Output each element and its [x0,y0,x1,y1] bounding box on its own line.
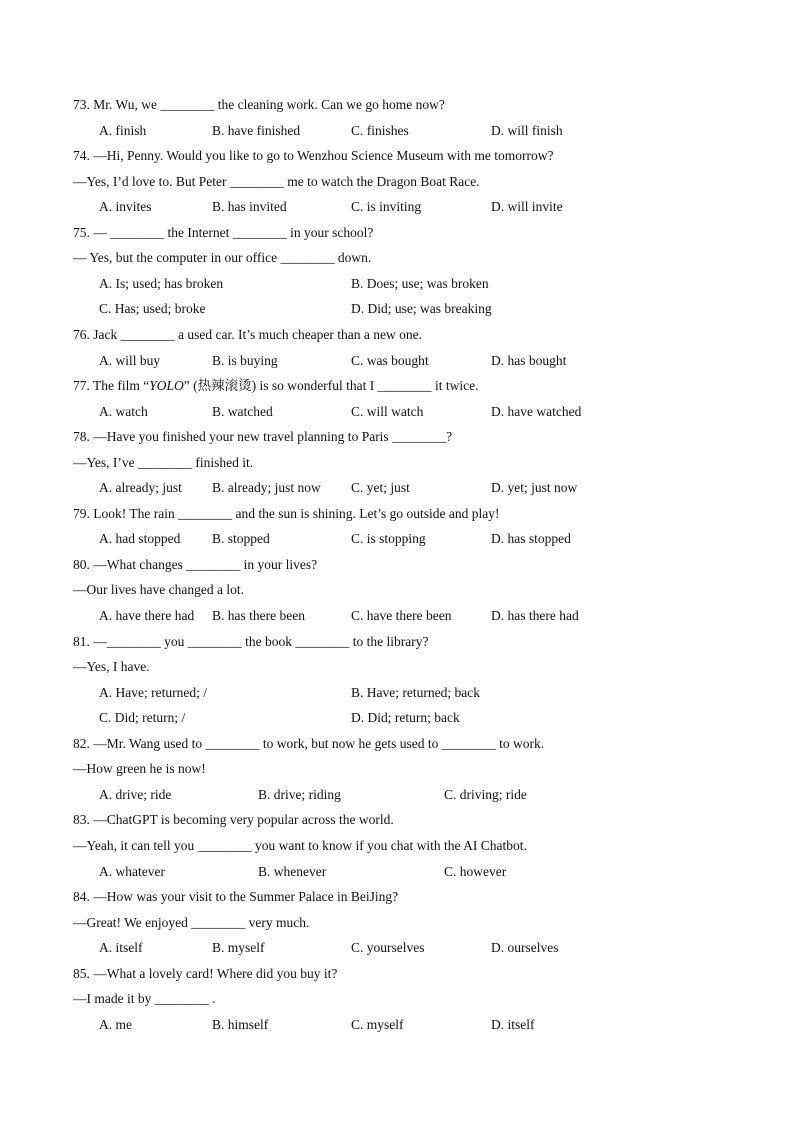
stem-text: —Mr. Wang used to ________ to work, but now he gets used to ________ to work. [93,735,545,751]
question-84-stem-line [0,888,800,906]
option-letter: D. [491,352,508,368]
option-letter: C. [351,352,367,368]
option-a[interactable] [99,939,143,957]
option-c[interactable] [351,403,423,421]
option-text: already; just [115,480,182,496]
option-text: Did; return; back [367,710,460,726]
question-76-stem-line [0,326,800,344]
question-number: 82. [73,735,94,751]
option-letter: B. [258,786,274,802]
option-text: will watch [366,403,424,419]
option-letter: B. [212,352,228,368]
option-d[interactable] [351,709,460,727]
dialogue-text: —Yes, I’d love to. But Peter ________ me to watch the Dragon Boat Race. [73,173,480,189]
question-number: 78. [73,429,94,445]
question-75-stem-line [0,224,800,242]
option-text: watched [227,403,273,419]
option-a[interactable] [99,352,160,370]
option-text: ourselves [507,940,559,956]
question-82-options-line [0,786,800,804]
stem-text: —ChatGPT is becoming very popular across the world. [93,812,394,828]
option-letter: C. [444,863,460,879]
option-letter: D. [491,1016,508,1032]
question-81-stem-line [0,633,800,651]
question-number: 77. [73,378,94,394]
option-d[interactable] [491,479,577,497]
question-81-options-line [0,709,800,727]
question-78-dialogue-line [0,454,800,472]
question-77-stem-line [0,377,800,395]
option-letter: C. [351,531,367,547]
option-letter: C. [351,403,367,419]
option-c[interactable] [99,709,185,727]
question-82-dialogue-line [0,760,800,778]
question-stem [73,735,544,753]
option-text: is inviting [366,199,422,215]
option-text: have watched [507,403,582,419]
option-d[interactable] [491,198,563,216]
option-text: himself [227,1016,269,1032]
option-letter: A. [99,684,116,700]
option-text: whenever [273,863,327,879]
option-text: drive; riding [273,786,341,802]
question-79-options-line [0,530,800,548]
question-stem [73,633,428,651]
option-letter: B. [212,122,228,138]
film-title: YOLO [149,378,184,394]
question-84-options-line [0,939,800,957]
option-text: already; just now [227,480,321,496]
question-82-stem-line [0,735,800,753]
option-text: will buy [115,352,161,368]
option-text: Have; returned; back [366,684,480,700]
option-text: Has; used; broke [114,301,206,317]
question-85-options-line [0,1016,800,1034]
stem-text: —What changes ________ in your lives? [93,556,318,572]
option-b[interactable] [258,786,341,804]
option-letter: D. [491,531,508,547]
question-74-options-line [0,198,800,216]
option-d[interactable] [491,122,563,140]
question-76-options-line [0,352,800,370]
option-letter: A. [99,940,116,956]
stem-text: Mr. Wu, we ________ the cleaning work. Can we go home now? [93,97,445,112]
option-letter: C. [351,1016,367,1032]
option-a[interactable] [99,275,223,293]
option-a[interactable] [99,684,207,702]
option-text: whatever [115,863,165,879]
option-c[interactable] [351,530,426,548]
stem-text: —What a lovely card! Where did you buy it? [93,965,338,981]
option-letter: C. [351,480,367,496]
question-75-dialogue-line [0,249,800,267]
option-b[interactable] [212,198,287,216]
option-c[interactable] [351,352,429,370]
question-number: 75. [73,224,94,240]
option-text: finish [115,122,147,138]
option-text: yet; just now [507,480,578,496]
option-letter: A. [99,531,116,547]
option-text: myself [227,940,265,956]
option-d[interactable] [491,1016,535,1034]
question-stem [73,96,445,114]
question-stem [73,147,554,165]
option-text: drive; ride [115,786,172,802]
option-text: had stopped [115,531,181,547]
question-number: 73. [73,97,94,112]
option-letter: D. [491,940,508,956]
dialogue-text: —Great! We enjoyed ________ very much. [73,914,310,930]
option-letter: C. [444,786,460,802]
option-text: Is; used; has broken [115,275,224,291]
option-c[interactable] [351,122,409,140]
question-73-options-line [0,122,800,140]
question-number: 76. [73,326,94,342]
option-b[interactable] [212,122,300,140]
option-letter: B. [258,863,274,879]
option-letter: A. [99,403,116,419]
option-letter: D. [351,710,368,726]
question-74-stem-line [0,147,800,165]
option-letter: B. [351,275,367,291]
option-letter: C. [351,940,367,956]
option-letter: C. [351,122,367,138]
question-74-dialogue-line [0,173,800,191]
option-letter: B. [212,531,228,547]
question-85-dialogue-line [0,990,800,1008]
question-number: 80. [73,556,94,572]
question-number: 74. [73,148,94,164]
option-text: myself [366,1016,404,1032]
question-stem [73,556,317,574]
option-c[interactable] [351,1016,404,1034]
option-letter: B. [212,1016,228,1032]
option-d[interactable] [491,530,571,548]
option-text: me [115,1016,132,1032]
dialogue-text: —How green he is now! [73,761,206,777]
option-d[interactable] [491,939,559,957]
option-b[interactable] [258,863,326,881]
option-c[interactable] [351,198,421,216]
option-letter: D. [491,199,508,215]
option-letter: B. [351,684,367,700]
option-text: will finish [507,122,563,138]
question-83-dialogue-line [0,837,800,855]
option-d[interactable] [351,300,492,318]
option-text: is buying [227,352,278,368]
option-letter: A. [99,1016,116,1032]
option-c[interactable] [351,479,410,497]
stem-text: Look! The rain ________ and the sun is shining. Let’s go outside and play! [93,505,500,521]
option-letter: C. [99,710,115,726]
question-number: 81. [73,633,94,649]
option-b[interactable] [212,939,265,957]
stem-text: — ________ the Internet ________ in your school? [93,224,374,240]
option-c[interactable] [351,607,451,625]
option-c[interactable] [444,863,506,881]
option-a[interactable] [99,479,182,497]
question-81-dialogue-line [0,658,800,676]
option-text: finishes [366,122,409,138]
question-75-options-line [0,300,800,318]
option-b[interactable] [351,275,489,293]
option-text: will invite [507,199,563,215]
question-stem [73,377,478,395]
question-80-options-line [0,607,800,625]
dialogue-text: — Yes, but the computer in our office ________ down. [73,250,372,266]
question-80-dialogue-line [0,581,800,599]
option-d[interactable] [491,403,581,421]
option-b[interactable] [212,1016,268,1034]
option-text: is stopping [366,531,426,547]
option-a[interactable] [99,403,148,421]
question-80-stem-line [0,556,800,574]
option-text: has there been [227,608,305,623]
option-text: itself [507,1016,535,1032]
dialogue-text: —Yeah, it can tell you ________ you want to know if you chat with the AI Chatbot. [73,837,527,853]
option-text: driving; ride [459,786,527,802]
option-d[interactable] [491,607,579,625]
question-stem [73,224,373,242]
stem-text: —Have you finished your new travel planning to Paris ________? [93,429,453,445]
dialogue-text: —I made it by ________ . [73,991,216,1007]
option-letter: A. [99,352,116,368]
option-b[interactable] [212,403,273,421]
option-text: yet; just [366,480,410,496]
option-text: invites [115,199,152,215]
option-letter: D. [491,480,508,496]
option-b[interactable] [212,352,278,370]
question-75-options-line [0,275,800,293]
stem-text: —Hi, Penny. Would you like to go to Wenzhou Science Museum with me tomorrow? [93,148,554,164]
option-text: itself [115,940,143,956]
option-a[interactable] [99,607,194,625]
dialogue-text: —Our lives have changed a lot. [73,582,244,598]
option-text: Did; use; was breaking [367,301,492,317]
option-letter: C. [351,608,367,623]
stem-text: ” (热辣滚烫) is so wonderful that I ________ it twice. [183,378,479,394]
option-a[interactable] [99,198,152,216]
option-b[interactable] [212,530,270,548]
dialogue-text: —Yes, I’ve ________ finished it. [73,454,254,470]
option-letter: A. [99,608,116,623]
option-text: Does; use; was broken [366,275,489,291]
option-a[interactable] [99,530,180,548]
option-letter: C. [351,199,367,215]
stem-text: Jack ________ a used car. It’s much cheaper than a new one. [93,326,423,342]
question-number: 83. [73,812,94,828]
question-83-options-line [0,863,800,881]
option-c[interactable] [351,939,425,957]
option-letter: B. [212,940,228,956]
question-78-options-line [0,479,800,497]
option-text: has stopped [507,531,571,547]
question-79-stem-line [0,505,800,523]
option-letter: A. [99,275,116,291]
option-text: have there had [115,608,195,623]
option-letter: B. [212,199,228,215]
option-text: has there had [507,608,579,623]
option-text: Have; returned; / [115,684,207,700]
option-c[interactable] [444,786,527,804]
question-77-options-line [0,403,800,421]
option-b[interactable] [212,607,305,625]
question-stem [73,326,422,344]
option-a[interactable] [99,1016,132,1034]
question-number: 85. [73,965,94,981]
option-text: have there been [366,608,452,623]
option-letter: B. [212,403,228,419]
option-a[interactable] [99,786,171,804]
option-a[interactable] [99,122,146,140]
question-83-stem-line [0,811,800,829]
option-letter: D. [351,301,368,317]
option-letter: B. [212,480,228,496]
option-text: however [459,863,507,879]
stem-text: —How was your visit to the Summer Palace in BeiJing? [93,889,399,905]
option-a[interactable] [99,863,165,881]
option-letter: D. [491,122,508,138]
option-b[interactable] [351,684,480,702]
option-letter: D. [491,608,508,623]
option-text: stopped [227,531,270,547]
option-letter: A. [99,199,116,215]
question-number: 84. [73,889,94,905]
question-stem [73,888,398,906]
option-letter: C. [99,301,115,317]
question-stem [73,965,337,983]
option-text: was bought [366,352,429,368]
option-text: have finished [227,122,301,138]
option-c[interactable] [99,300,206,318]
option-letter: D. [491,403,508,419]
stem-text: The film “ [93,378,150,394]
question-85-stem-line [0,965,800,983]
stem-text: —________ you ________ the book ________ to the library? [93,633,429,649]
question-84-dialogue-line [0,914,800,932]
option-letter: A. [99,480,116,496]
option-letter: A. [99,863,116,879]
dialogue-text: —Yes, I have. [73,659,150,675]
question-stem [73,505,499,523]
option-letter: A. [99,122,116,138]
option-letter: A. [99,786,116,802]
option-b[interactable] [212,479,321,497]
option-text: yourselves [366,940,425,956]
option-letter: B. [212,608,228,623]
option-text: has invited [227,199,287,215]
option-d[interactable] [491,352,566,370]
question-stem [73,428,452,446]
question-78-stem-line [0,428,800,446]
question-81-options-line [0,684,800,702]
option-text: Did; return; / [114,710,186,726]
question-73-stem-line [0,96,800,114]
option-text: has bought [507,352,567,368]
question-stem [73,811,394,829]
question-number: 79. [73,505,94,521]
option-text: watch [115,403,148,419]
